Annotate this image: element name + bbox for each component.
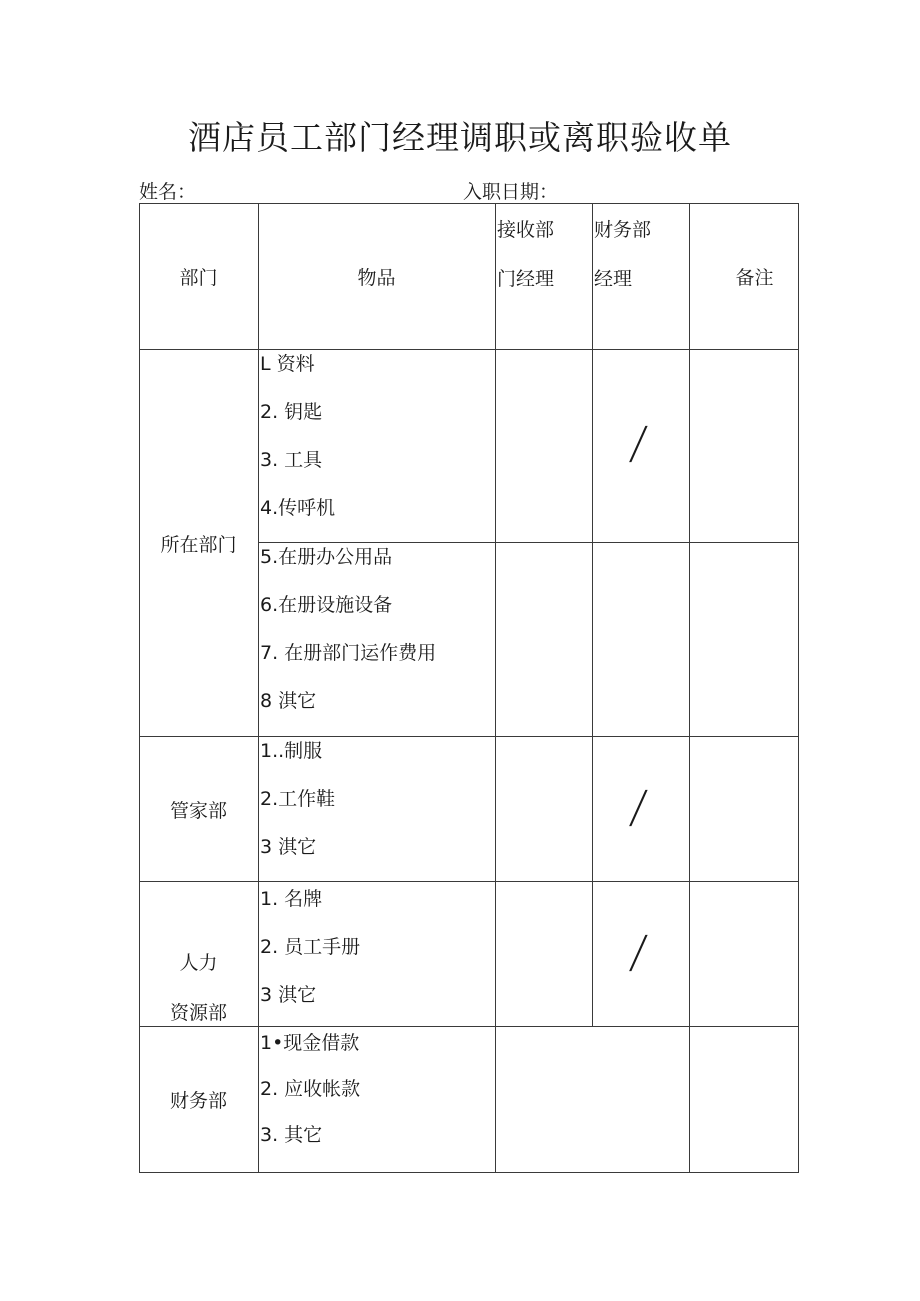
header-dept: 部门 bbox=[179, 267, 218, 289]
list-item: 1. 名牌 bbox=[260, 888, 323, 910]
item-list-finance bbox=[260, 1020, 360, 1158]
list-item: 2. 应收帐款 bbox=[260, 1078, 361, 1100]
list-item: 3 淇它 bbox=[260, 836, 317, 858]
header-notes: 备注 bbox=[735, 267, 774, 289]
list-item: 1•现金借款 bbox=[260, 1032, 360, 1054]
name-label: 姓名： bbox=[139, 181, 197, 203]
header-finance-manager bbox=[594, 206, 690, 304]
item-list-own-b bbox=[260, 533, 436, 725]
list-item: 3. 工具 bbox=[260, 449, 323, 471]
document-title: 酒店员工部门经理调职或离职验收单 bbox=[188, 118, 732, 157]
dept-hr bbox=[139, 938, 258, 1038]
list-item: 6.在册设施设备 bbox=[260, 594, 393, 616]
item-list-housekeeping bbox=[260, 727, 335, 871]
list-item: 1..制服 bbox=[260, 740, 323, 762]
item-list-own-a bbox=[260, 340, 335, 532]
list-item: 2. 钥匙 bbox=[260, 401, 323, 423]
list-item: 3. 其它 bbox=[260, 1124, 323, 1146]
list-item: 7. 在册部门运作费用 bbox=[260, 642, 437, 664]
item-list-hr bbox=[260, 875, 360, 1019]
slash-mark: / bbox=[627, 418, 650, 469]
list-item: L 资料 bbox=[260, 353, 315, 375]
list-item: 4.传呼机 bbox=[260, 497, 336, 519]
list-item: 3 淇它 bbox=[260, 984, 317, 1006]
header-receiving-line1: 接收部 bbox=[497, 219, 555, 241]
slash-mark: / bbox=[627, 927, 650, 978]
header-finance-line2: 经理 bbox=[594, 268, 633, 290]
header-finance-line1: 财务部 bbox=[594, 219, 652, 241]
list-item: 8 淇它 bbox=[260, 690, 317, 712]
dept-hr-line2: 资源部 bbox=[169, 1002, 227, 1024]
list-item: 2. 员工手册 bbox=[260, 936, 361, 958]
header-receiving-manager bbox=[497, 206, 593, 304]
slash-mark: / bbox=[627, 782, 650, 833]
list-item: 5.在册办公用品 bbox=[260, 546, 393, 568]
dept-housekeeping: 管家部 bbox=[169, 799, 227, 822]
header-receiving-line2: 门经理 bbox=[497, 268, 555, 290]
dept-finance: 财务部 bbox=[169, 1090, 227, 1112]
header-items: 物品 bbox=[357, 267, 396, 289]
entry-date-label: 入职日期： bbox=[463, 181, 559, 203]
dept-own: 所在部门 bbox=[160, 533, 237, 556]
list-item: 2.工作鞋 bbox=[260, 788, 336, 810]
dept-hr-line1: 人力 bbox=[179, 952, 218, 974]
